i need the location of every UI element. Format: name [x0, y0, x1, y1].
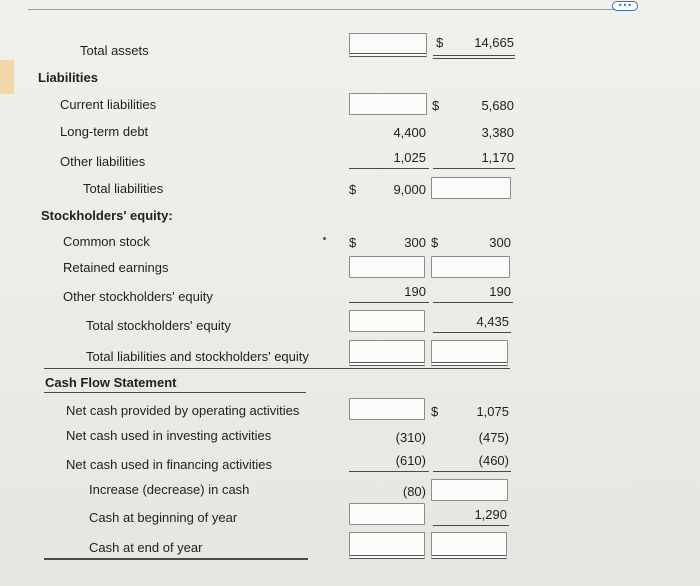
current-liabilities-currency: $ — [432, 98, 440, 113]
top-rule — [28, 9, 634, 10]
other-liabilities-col3-rule — [433, 168, 515, 169]
total-liabilities-currency: $ — [349, 182, 357, 197]
total-assets-input-col2[interactable] — [349, 33, 427, 57]
other-equity-col2: 190 — [404, 284, 426, 299]
other-equity-col2-rule — [349, 302, 429, 303]
total-liabilities-input-col3[interactable] — [431, 177, 511, 199]
operating-activities-label: Net cash provided by operating activities — [66, 403, 300, 418]
other-liabilities-col2-rule — [349, 168, 429, 169]
financing-col3-rule — [433, 471, 511, 472]
total-equity-input-col2[interactable] — [349, 310, 425, 332]
operating-activities-col3: 1,075 — [476, 404, 509, 419]
long-term-debt-col2: 4,400 — [393, 125, 426, 140]
investing-activities-col2: (310) — [395, 430, 426, 445]
investing-activities-label: Net cash used in investing activities — [66, 428, 272, 443]
other-equity-col3: 190 — [489, 284, 511, 299]
financing-activities-col3: (460) — [478, 453, 509, 468]
total-equity-col3: 4,435 — [476, 314, 509, 329]
current-liabilities-label: Current liabilities — [60, 97, 157, 112]
other-equity-col3-rule — [433, 302, 513, 303]
cash-end-label: Cash at end of year — [89, 540, 203, 555]
cash-end-input-col3[interactable] — [431, 532, 507, 559]
total-liabilities-equity-input-col3[interactable] — [431, 340, 508, 366]
other-liabilities-col2: 1,025 — [393, 150, 426, 165]
other-liabilities-col3: 1,170 — [481, 150, 514, 165]
balance-sheet-end-rule — [44, 368, 510, 369]
current-liabilities-input-col2[interactable] — [349, 93, 427, 115]
common-stock-currency-col3: $ — [431, 235, 439, 250]
operating-activities-input-col2[interactable] — [349, 398, 425, 420]
stray-dot — [323, 237, 326, 240]
cash-beginning-col3-rule — [433, 525, 509, 526]
other-equity-label: Other stockholders' equity — [63, 289, 213, 304]
cash-beginning-label: Cash at beginning of year — [89, 510, 238, 525]
long-term-debt-col3: 3,380 — [481, 125, 514, 140]
cash-flow-end-rule — [44, 558, 308, 560]
other-liabilities-label: Other liabilities — [60, 154, 146, 169]
financing-activities-label: Net cash used in financing activities — [66, 457, 272, 472]
common-stock-label: Common stock — [63, 234, 150, 249]
liabilities-header: Liabilities — [38, 70, 98, 85]
left-highlight-bar — [0, 60, 14, 94]
current-liabilities-value: 5,680 — [481, 98, 514, 113]
retained-earnings-input-col3[interactable] — [431, 256, 510, 278]
common-stock-currency: $ — [349, 235, 357, 250]
investing-activities-col3: (475) — [478, 430, 509, 445]
financing-activities-col2: (610) — [395, 453, 426, 468]
cash-end-input-col2[interactable] — [349, 532, 425, 559]
total-liabilities-label: Total liabilities — [83, 181, 164, 196]
retained-earnings-label: Retained earnings — [63, 260, 169, 275]
increase-decrease-col2: (80) — [402, 484, 426, 499]
total-liabilities-col2: 9,000 — [393, 182, 426, 197]
total-assets-value: 14,665 — [474, 35, 514, 50]
financing-col2-rule — [349, 471, 429, 472]
common-stock-col3: 300 — [489, 235, 511, 250]
increase-decrease-input-col3[interactable] — [431, 479, 508, 501]
retained-earnings-input-col2[interactable] — [349, 256, 425, 278]
total-liabilities-equity-input-col2[interactable] — [349, 340, 425, 366]
total-assets-label: Total assets — [80, 43, 149, 58]
increase-decrease-label: Increase (decrease) in cash — [89, 482, 250, 497]
cash-flow-header: Cash Flow Statement — [45, 375, 177, 390]
cash-flow-header-rule — [44, 392, 306, 393]
total-assets-double-rule — [433, 55, 515, 59]
total-equity-col3-rule — [433, 332, 511, 333]
expand-toolbar-icon[interactable]: ••• — [612, 1, 638, 11]
total-assets-currency: $ — [436, 35, 444, 50]
total-liabilities-equity-label: Total liabilities and stockholders' equity — [86, 349, 309, 364]
common-stock-col2: 300 — [404, 235, 426, 250]
stockholders-equity-header: Stockholders' equity: — [41, 208, 173, 223]
long-term-debt-label: Long-term debt — [60, 124, 149, 139]
cash-beginning-col3: 1,290 — [474, 507, 507, 522]
total-equity-label: Total stockholders' equity — [86, 318, 231, 333]
cash-beginning-input-col2[interactable] — [349, 503, 425, 525]
operating-activities-currency: $ — [431, 404, 439, 419]
